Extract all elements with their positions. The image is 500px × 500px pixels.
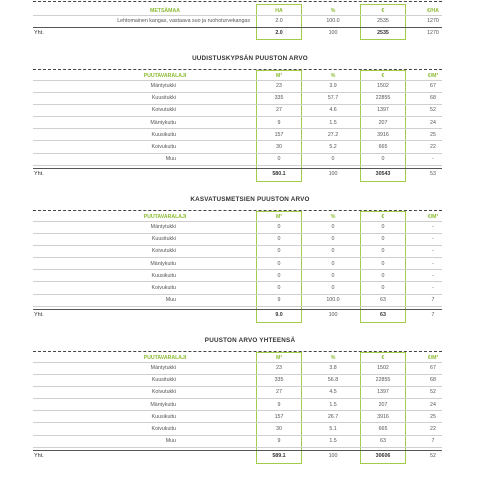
header-eur-m3: €/M³ [427,73,439,79]
row-divider [33,221,442,222]
table-cell-m3: 0 [277,156,281,163]
table-cell-pct: 4.6 [329,107,337,114]
table-cell-m3: 157 [274,131,284,138]
table-cell-pct: 5.1 [329,426,337,432]
table-row-label: Mäntytukki [150,83,176,89]
row-divider [33,128,442,129]
table-cell-pct: 26.7 [327,413,339,420]
total-eur-m3: 53 [430,171,436,178]
table-row-label: Koivukuitu [151,426,176,432]
table-row-label: Mäntytukki [150,365,176,371]
total-eur-m3: 52 [430,453,436,460]
table-cell-pct: 0 [331,224,335,230]
total-eur: 63 [380,312,386,319]
table-cell-eur: 63 [380,297,386,304]
table-cell-eur-m3: 52 [430,389,436,396]
forest-total-eur-ha: 1270 [427,30,439,36]
top-divider [33,1,442,2]
header-pct: % [330,214,336,220]
total-m3: 9.0 [275,312,283,319]
table-cell-pct: 0 [331,272,335,279]
table-cell-pct: 0 [331,260,335,267]
row-divider [33,233,442,234]
table-cell-eur: 1397 [377,107,389,114]
table-cell-eur-m3: 52 [430,107,436,114]
table-cell-eur-m3: - [432,248,434,255]
table-row-label: Kuusitukki [151,95,176,102]
total-pct: 100 [328,312,338,319]
table-cell-m3: 30 [276,426,282,432]
table-cell-m3: 0 [277,285,281,291]
header-m3: M³ [275,355,283,361]
table-cell-pct: 3.9 [329,83,337,89]
header-pct: % [330,73,336,79]
section-title: PUUSTON ARVO YHTEENSÄ [204,337,296,344]
table-cell-m3: 23 [276,365,282,371]
table-cell-eur-m3: 68 [430,95,436,102]
total-eur: 30606 [375,453,391,460]
header-metsamaa: METSÄMAA [150,8,180,14]
total-pct: 100 [328,171,338,178]
table-cell-eur: 0 [381,260,385,267]
total-divider [33,450,442,451]
header-puutavaralaji: PUUTAVARALAJI [143,355,187,361]
table-row-label: Koivutukki [151,248,176,255]
row-divider [33,410,442,411]
row-divider [33,435,442,436]
total-eur: 30543 [375,171,391,178]
header-m3: M³ [275,73,283,79]
table-cell-m3: 157 [274,413,284,420]
row-divider [33,447,442,448]
row-divider [33,116,442,117]
table-row-label: Kuusitukki [151,377,176,384]
table-cell-m3: 9 [277,119,281,126]
table-cell-pct: 27.2 [327,131,339,138]
header-eur: € [381,73,385,79]
table-row-label: Kuusikuitu [151,272,176,279]
table-cell-eur-m3: 7 [431,297,435,304]
table-cell-pct: 1.5 [329,119,337,126]
table-cell-m3: 9 [277,438,281,445]
forest-total-label: Yht. [34,30,44,36]
header-eur-m3: €/M³ [427,214,439,220]
table-cell-eur: 0 [381,248,385,255]
table-cell-eur: 0 [381,272,385,279]
table-row-label: Muu [165,297,176,304]
row-divider [33,15,442,16]
table-cell-eur: 1397 [377,389,389,396]
row-divider [33,257,442,258]
table-cell-pct: 0 [331,285,335,291]
table-cell-eur: 63 [380,438,386,445]
table-cell-pct: 57.7 [327,95,339,102]
header-m3: M³ [275,214,283,220]
table-cell-eur: 207 [378,401,388,408]
table-row-label: Mäntykuitu [150,260,176,267]
table-cell-pct: 0 [331,156,335,163]
header-pct: % [330,8,336,14]
row-divider [33,92,442,93]
table-cell-m3: 27 [276,389,282,396]
table-row-label: Koivukuitu [151,144,176,150]
table-row-label: Kuusikuitu [151,413,176,420]
row-divider [33,386,442,387]
table-row-label: Muu [165,156,176,163]
table-cell-eur-m3: - [432,236,434,243]
forest-row-eur: 2535 [377,18,389,24]
table-cell-eur-m3: 22 [430,144,436,150]
total-divider [33,309,442,310]
table-cell-eur: 665 [378,426,388,432]
table-row-label: Koivukuitu [151,285,176,291]
table-cell-eur: 1502 [377,365,389,371]
table-cell-eur-m3: - [432,272,434,279]
row-divider [33,374,442,375]
table-cell-eur-m3: 67 [430,365,436,371]
header-eur: € [381,8,385,14]
table-cell-pct: 56.8 [327,377,339,384]
forest-total-eur: 2535 [377,30,389,36]
table-cell-eur: 22855 [375,95,391,102]
table-cell-eur-m3: - [432,285,434,291]
section-title: UUDISTUSKYPSÄN PUUSTON ARVO [192,55,308,62]
row-divider [33,165,442,166]
header-ha: HA [275,8,283,14]
table-cell-pct: 0 [331,248,335,255]
table-cell-m3: 9 [277,297,281,304]
table-cell-m3: 0 [277,248,281,255]
row-divider [33,245,442,246]
total-divider [33,27,442,28]
table-cell-eur: 3916 [377,131,389,138]
row-divider [33,80,442,81]
table-row-label: Koivutukki [151,107,176,114]
forest-row-label: Lehtomainen kangas, vastaava suo ja ruohoturvekangas [117,18,250,24]
table-row-label: Koivutukki [151,389,176,396]
table-row-label: Kuusitukki [151,236,176,243]
table-cell-m3: 0 [277,260,281,267]
table-cell-eur-m3: 24 [430,401,436,408]
table-cell-eur-m3: 67 [430,83,436,89]
table-cell-pct: 1.5 [329,401,337,408]
table-cell-m3: 30 [276,144,282,150]
row-divider [33,140,442,141]
row-divider [33,294,442,295]
forest-row-eur-ha: 1270 [427,18,439,24]
total-m3: 580.1 [272,171,286,178]
table-cell-eur-m3: - [432,224,434,230]
row-divider [33,281,442,282]
forest-total-ha: 2.0 [275,30,283,36]
table-cell-eur-m3: 68 [430,377,436,384]
total-label: Yht. [34,312,44,319]
total-label: Yht. [34,453,44,460]
row-divider [33,306,442,307]
row-divider [33,104,442,105]
row-divider [33,398,442,399]
table-cell-eur-m3: 22 [430,426,436,432]
table-cell-eur-m3: - [432,260,434,267]
table-cell-eur: 0 [381,285,385,291]
table-cell-m3: 0 [277,272,281,279]
table-row-label: Kuusikuitu [151,131,176,138]
section-title: KASVATUSMETSIEN PUUSTON ARVO [190,196,310,203]
table-row-label: Mäntytukki [150,224,176,230]
table-cell-eur-m3: 25 [430,131,436,138]
row-divider [33,362,442,363]
table-cell-m3: 335 [274,377,284,384]
table-cell-eur: 3916 [377,413,389,420]
table-cell-m3: 9 [277,401,281,408]
header-eur: € [381,214,385,220]
table-cell-pct: 3.8 [329,365,337,371]
header-puutavaralaji: PUUTAVARALAJI [143,214,187,220]
table-cell-eur-m3: 7 [431,438,435,445]
total-pct: 100 [328,453,338,460]
table-cell-eur: 1502 [377,83,389,89]
table-cell-eur: 665 [378,144,388,150]
header-eur: € [381,355,385,361]
table-cell-pct: 4.5 [329,389,337,396]
table-cell-eur: 0 [381,156,385,163]
table-row-label: Mäntykuitu [150,119,176,126]
table-cell-m3: 0 [277,236,281,243]
table-cell-eur: 207 [378,119,388,126]
table-cell-eur-m3: - [432,156,434,163]
header-pct: % [330,355,336,361]
table-cell-eur-m3: 25 [430,413,436,420]
row-divider [33,422,442,423]
table-cell-eur: 0 [381,224,385,230]
table-cell-pct: 5.2 [329,144,337,150]
table-cell-pct: 100.0 [326,297,340,304]
table-row-label: Mäntykuitu [150,401,176,408]
forest-row-ha: 2.0 [275,18,283,24]
forest-row-pct: 100.0 [326,18,340,24]
row-divider [33,269,442,270]
table-cell-pct: 1.5 [329,438,337,445]
header-eur-m3: €/M³ [427,355,439,361]
total-eur-m3: 7 [431,312,435,319]
total-label: Yht. [34,171,44,178]
table-cell-eur: 0 [381,236,385,243]
header-puutavaralaji: PUUTAVARALAJI [143,73,187,79]
table-cell-eur-m3: 24 [430,119,436,126]
total-divider [33,168,442,169]
table-cell-eur: 22855 [375,377,391,384]
table-cell-m3: 0 [277,224,281,230]
table-cell-m3: 23 [276,83,282,89]
table-cell-m3: 27 [276,107,282,114]
forest-total-pct: 100 [328,30,338,36]
table-cell-pct: 0 [331,236,335,243]
table-row-label: Muu [165,438,176,445]
header-eur-ha: €/HA [427,8,439,14]
total-m3: 589.1 [272,453,286,460]
table-cell-m3: 335 [274,95,284,102]
row-divider [33,153,442,154]
